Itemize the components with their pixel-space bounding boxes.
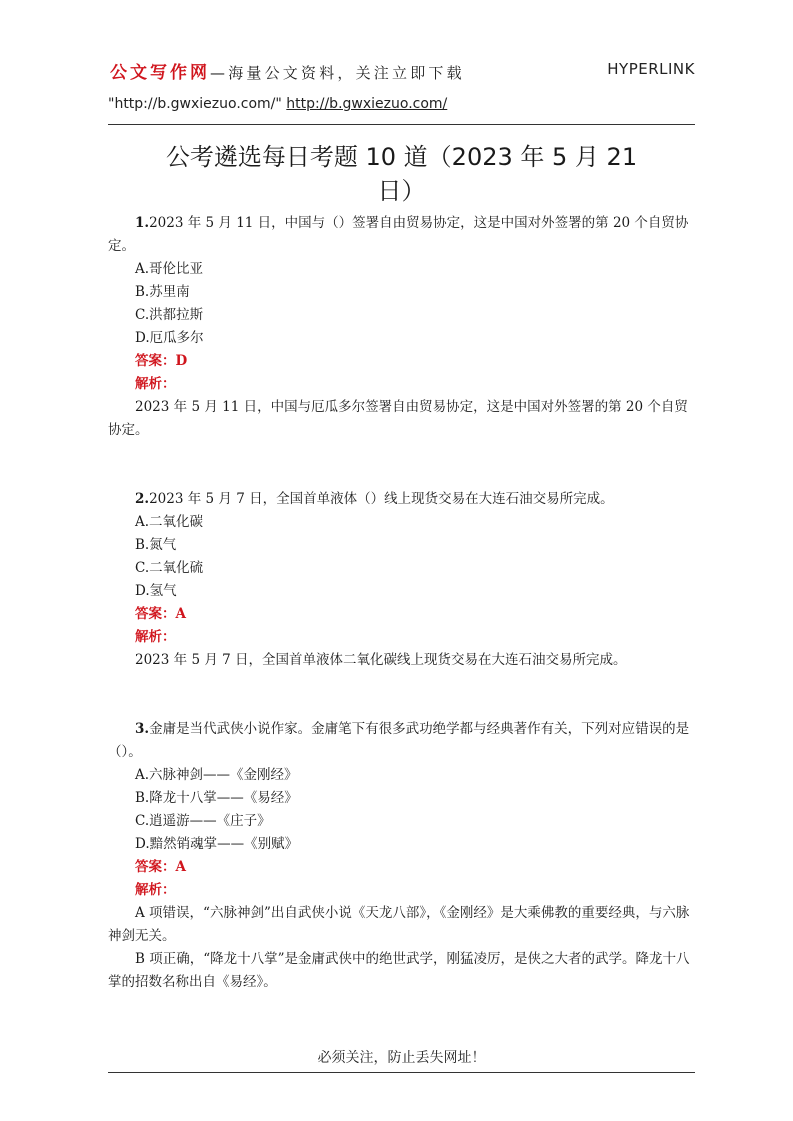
question-3-text: 金庸是当代武侠小说作家。金庸笔下有很多武功绝学都与经典著作有关，下列对应错误的是（）。	[108, 721, 690, 760]
question-1-option-c: C.洪都拉斯	[135, 307, 204, 323]
question-1-analysis-label: 解析：	[135, 376, 176, 392]
link-quoted-text: "http://b.gwxiezuo.com/"	[108, 96, 282, 112]
question-3-analysis-label: 解析：	[135, 882, 176, 898]
brand-name: 公文写作网	[110, 63, 210, 83]
header-brand-line	[110, 58, 695, 88]
question-3-option-d: D.黯然销魂掌——《别赋》	[135, 836, 299, 852]
question-2-option-d: D.氢气	[135, 583, 177, 599]
question-3-option-a: A.六脉神剑——《金刚经》	[135, 767, 298, 783]
title-line-1: 公考遴选每日考题 10 道（2023 年 5 月 21	[165, 143, 638, 171]
question-3-option-c: C.逍遥游——《庄子》	[135, 813, 271, 829]
question-2-text: 2023 年 5 月 7 日，全国首单液体（）线上现货交易在大连石油交易所完成。	[149, 491, 614, 507]
question-2-explanation: 2023 年 5 月 7 日，全国首单液体二氧化碳线上现货交易在大连石油交易所完成。	[135, 652, 627, 668]
footer-rule	[108, 1072, 695, 1073]
header-link-line	[108, 96, 447, 112]
question-1-number: 1.	[135, 215, 150, 231]
question-1-text: 2023 年 5 月 11 日，中国与（）签署自由贸易协定，这是中国对外签署的第 20 个自贸协定。	[108, 215, 689, 254]
question-2-option-b: B.氮气	[135, 537, 177, 553]
question-1-explanation: 2023 年 5 月 11 日，中国与厄瓜多尔签署自由贸易协定，这是中国对外签署的第 20 个自贸协定。	[108, 399, 688, 438]
title-line-2: 日）	[377, 177, 426, 205]
question-3-stem	[108, 718, 695, 764]
question-2-option-a: A.二氧化碳	[135, 514, 204, 530]
question-1-answer: 答案：D	[135, 353, 188, 369]
brand-tagline: —海量公文资料，关注立即下载	[210, 64, 465, 82]
site-link[interactable]: http://b.gwxiezuo.com/	[286, 96, 448, 112]
question-3-number: 3.	[135, 721, 150, 737]
question-1-option-b: B.苏里南	[135, 284, 190, 300]
question-3-option-b: B.降龙十八掌——《易经》	[135, 790, 298, 806]
question-1-option-a: A.哥伦比亚	[135, 261, 204, 277]
question-3-answer: 答案：A	[135, 859, 186, 875]
question-3-explanation-b: B 项正确，“降龙十八掌”是金庸武侠中的绝世武学，刚猛凌厉，是侠之大者的武学。降龙十八掌的招数名称出自《易经》。	[108, 951, 690, 990]
header-rule	[108, 124, 695, 125]
question-2-answer: 答案：A	[135, 606, 186, 622]
question-1-option-d: D.厄瓜多尔	[135, 330, 204, 346]
question-1-stem	[108, 212, 695, 258]
footer-notice: 必须关注，防止丢失网址！	[317, 1050, 486, 1066]
question-list	[108, 212, 695, 994]
hyperlink-word: HYPERLINK	[607, 60, 695, 78]
question-2-number: 2.	[135, 491, 150, 507]
question-2-option-c: C.二氧化硫	[135, 560, 204, 576]
question-2-analysis-label: 解析：	[135, 629, 176, 645]
page-title	[108, 140, 695, 208]
question-3-explanation-a: A 项错误，“六脉神剑”出自武侠小说《天龙八部》，《金刚经》是大乘佛教的重要经典，与六脉神剑无关。	[108, 905, 690, 944]
question-2-stem	[108, 488, 695, 511]
